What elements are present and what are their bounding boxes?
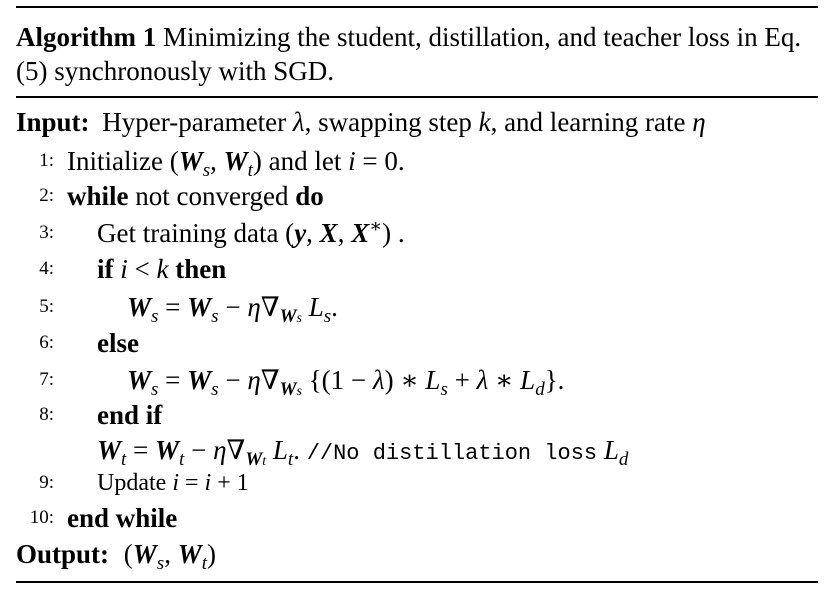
algorithm-line: end if bbox=[97, 400, 163, 430]
algorithm-line: $W_t = W_t - \eta\nabla_{Wt}$ $L_t$. //No distillation loss $L_d$ bbox=[97, 435, 629, 470]
line-number: 5: bbox=[39, 296, 54, 317]
algorithm-line: end while bbox=[67, 503, 178, 533]
caption-rule bbox=[16, 96, 818, 98]
output-line bbox=[16, 537, 216, 574]
line-number: 8: bbox=[39, 404, 54, 425]
algorithm-line: $W_s = W_s - \eta\nabla_{Ws}$ $L_s$. bbox=[127, 292, 338, 327]
input-line bbox=[16, 105, 706, 139]
algorithm-line: if i < k then bbox=[97, 254, 227, 284]
line-number: 1: bbox=[39, 150, 54, 171]
bottom-rule bbox=[16, 581, 818, 583]
input-label: Input: bbox=[16, 107, 90, 137]
line-number: 3: bbox=[39, 222, 54, 243]
algorithm-line: $W_s = W_s - \eta\nabla_{Ws}$ {(1 − λ) ∗ $L_s + \lambda$ ∗ $L_d$}. bbox=[127, 365, 565, 400]
input-text: Hyper-parameter λ, swapping step k, and learning rate η bbox=[102, 107, 706, 137]
algorithm-line: Get training data (y, X, X∗) . bbox=[97, 216, 405, 248]
algorithm-line: Initialize ($W_s$, $W_t$) and let i = 0. bbox=[67, 146, 405, 181]
algorithm-line: while not converged do bbox=[67, 181, 324, 211]
algorithm-caption-text: Minimizing the student, distillation, and teacher loss in Eq.(5) synchronously with SGD. bbox=[16, 22, 802, 86]
line-number: 2: bbox=[39, 185, 54, 206]
line-number: 10: bbox=[29, 507, 54, 528]
algorithm-caption bbox=[16, 20, 818, 88]
output-label: Output: bbox=[16, 539, 110, 569]
line-number: 4: bbox=[39, 258, 54, 279]
output-text: ($W_s$, $W_t$) bbox=[123, 539, 216, 574]
algorithm-label: Algorithm 1 bbox=[16, 22, 157, 52]
line-number: 9: bbox=[39, 472, 54, 493]
algorithm-line: else bbox=[97, 328, 139, 358]
algorithm-line: Update i = i + 1 bbox=[97, 470, 249, 496]
algorithm-block bbox=[16, 0, 818, 599]
line-number: 7: bbox=[39, 369, 54, 390]
top-rule bbox=[16, 6, 818, 8]
line-number: 6: bbox=[39, 332, 54, 353]
